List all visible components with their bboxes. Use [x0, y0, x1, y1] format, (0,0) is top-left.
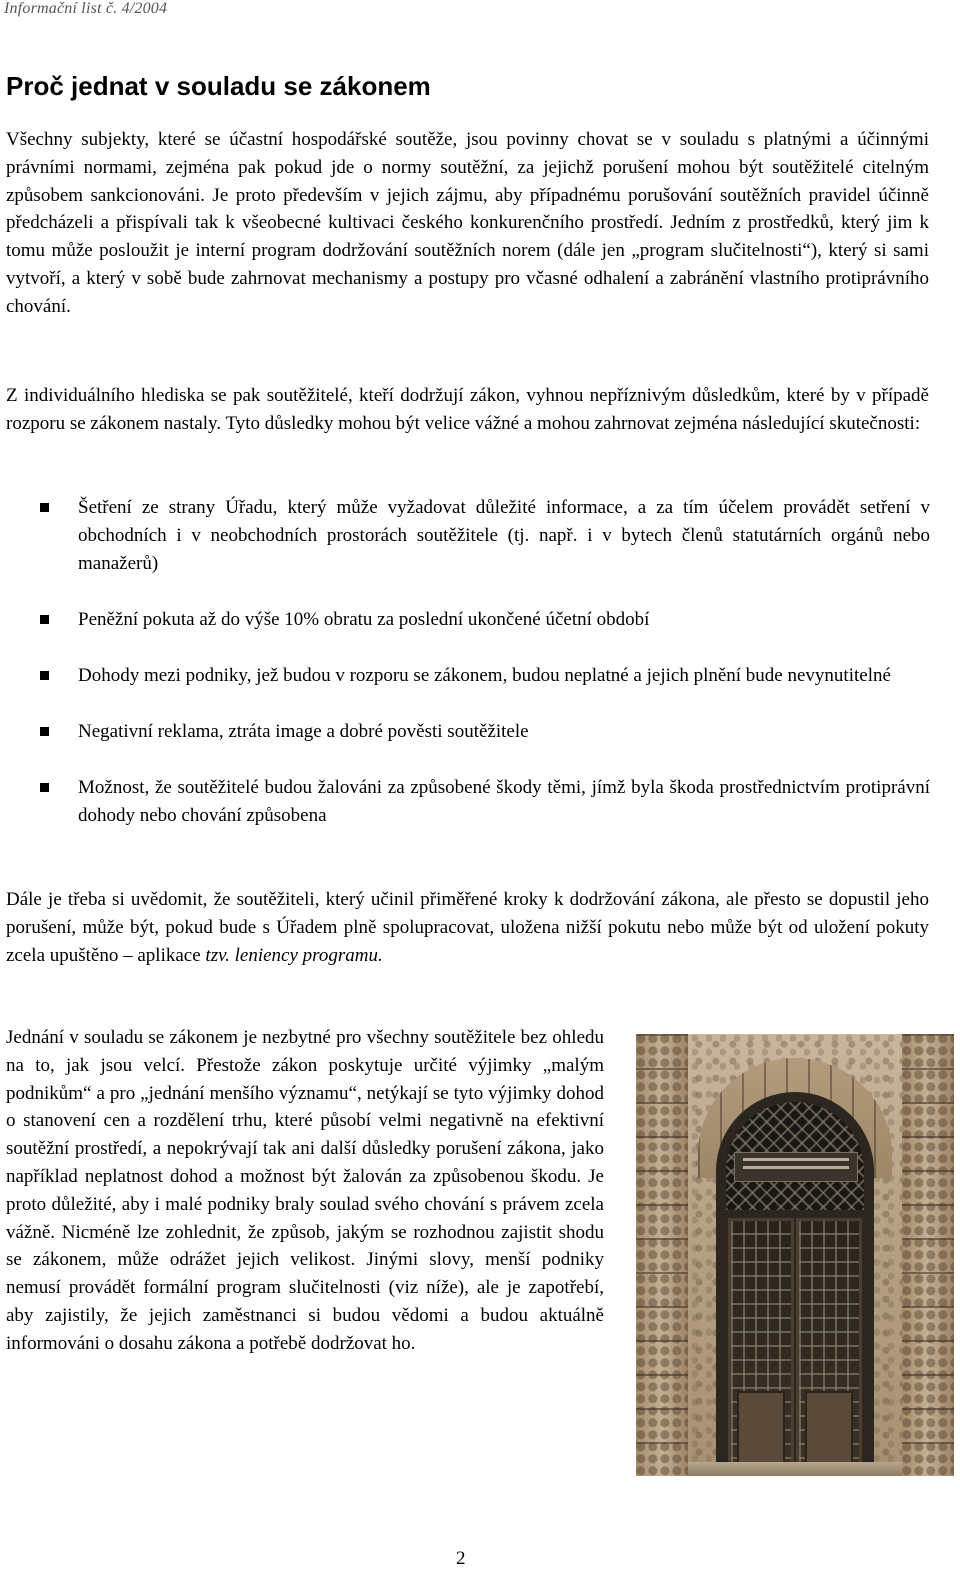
door-panel [737, 1391, 785, 1465]
list-item-text: Dohody mezi podniky, jež budou v rozporu se zákonem, budou neplatné a jejich plnění bude nevynutitelné [78, 665, 891, 686]
leniency-term: tzv. leniency programu. [205, 944, 383, 966]
page-number: 2 [456, 1548, 466, 1569]
list-item [0, 718, 930, 746]
stone-pilaster-right [902, 1034, 954, 1476]
door-leaf-left [728, 1218, 794, 1476]
square-bullet-icon [40, 671, 49, 680]
paragraph-consequences: Z individuálního hlediska se pak soutěžitelé, kteří dodržují zákon, vyhnou nepříznivým důsledkům, které by v případě rozporu se zákonem nastaly. Tyto důsledky mohou být velice vážné a mohou zahrnovat zejména následující skutečnosti: [6, 385, 929, 434]
list-item [0, 774, 930, 830]
list-item-text: Peněžní pokuta až do výše 10% obratu za poslední ukončené účetní období [78, 609, 650, 630]
square-bullet-icon [40, 503, 49, 512]
stone-pilaster-left [636, 1034, 688, 1476]
paragraph-leniency [6, 886, 929, 969]
section-title: Proč jednat v souladu se zákonem [6, 71, 431, 101]
square-bullet-icon [40, 727, 49, 736]
door-panel [805, 1391, 853, 1465]
entrance-step [688, 1462, 902, 1476]
consequences-list [0, 494, 930, 858]
square-bullet-icon [40, 615, 49, 624]
list-item-text: Šetření ze strany Úřadu, který může vyžadovat důležité informace, a za tím účelem provádět setření v obchodních i v neobchodních prostorách soutěžitele (tj. např. i v bytech členů statutárních orgánů nebo manažerů) [78, 497, 930, 574]
document-header: Informační list č. 4/2004 [4, 0, 168, 17]
door-leaf-right [796, 1218, 862, 1476]
list-item [0, 662, 930, 690]
building-entrance-photo [636, 1034, 954, 1476]
door-sign-plate [734, 1152, 858, 1182]
list-item [0, 494, 930, 578]
square-bullet-icon [40, 783, 49, 792]
list-item [0, 606, 930, 634]
paragraph-intro: Všechny subjekty, které se účastní hospodářské soutěže, jsou povinny chovat se v souladu s platnými a účinnými právními normami, zejména pak pokud jde o normy soutěžní, za jejichž porušení mohou být soutěžitelé citelným způsobem sankcionováni. Je proto především v jejich zájmu, aby případnému porušování soutěžních pravidel účinně předcházeli a přispívali tak k všeobecné kultivaci českého konkurenčního prostředí. Jedním z prostředků, který jim k tomu může posloužit je interní program dodržování soutěžních norem (dále jen „program slučitelnosti“), který si sami vytvoří, a který v sobě bude zahrnovat mechanismy a postupy pro včasné odhalení a zabránění vlastního protiprávního chování. [6, 129, 929, 317]
paragraph-small-businesses: Jednání v souladu se zákonem je nezbytné pro všechny soutěžitele bez ohledu na to, jak jsou velcí. Přestože zákon poskytuje určité výjimky „malým podnikům“ a pro „jednání menšího významu“, netýkají se tyto výjimky dohod o stanovení cen a rozdělení trhu, které působí velmi negativně na efektivní soutěžní prostředí, a nepokrývají tak ani další důsledky porušení zákona, jako například neplatnost dohod a možnost být žalován za způsobenou škodu. Je proto důležité, aby i malé podniky braly soulad svého chování s právem zcela vážně. Nicméně lze zohlednit, že způsob, jakým se rozhodnou zajistit shodu se zákonem, může odrážet jejich velikost. Jinými slovy, menší podniky nemusí provádět formální program slučitelnosti (viz níže), ale je zapotřebí, aby zajistily, že jejich zaměstnanci si budou vědomi a budou aktuálně informováni o dosahu zákona a potřebě dodržovat ho. [6, 1027, 604, 1354]
paragraph-leniency-text: Dále je třeba si uvědomit, že soutěžiteli, který učinil přiměřené kroky k dodržování zákona, ale přesto se dopustil jeho porušení, může být, pokud bude s Úřadem plně spolupracovat, uložena nižší pokutu nebo může být od uložení pokuty zcela upuštěno – aplikace [6, 889, 929, 966]
list-item-text: Možnost, že soutěžitelé budou žalováni za způsobené škody těmi, jímž byla škoda prostřednictvím protiprávní dohody nebo chování způsobena [78, 777, 930, 826]
list-item-text: Negativní reklama, ztráta image a dobré pověsti soutěžitele [78, 721, 529, 742]
